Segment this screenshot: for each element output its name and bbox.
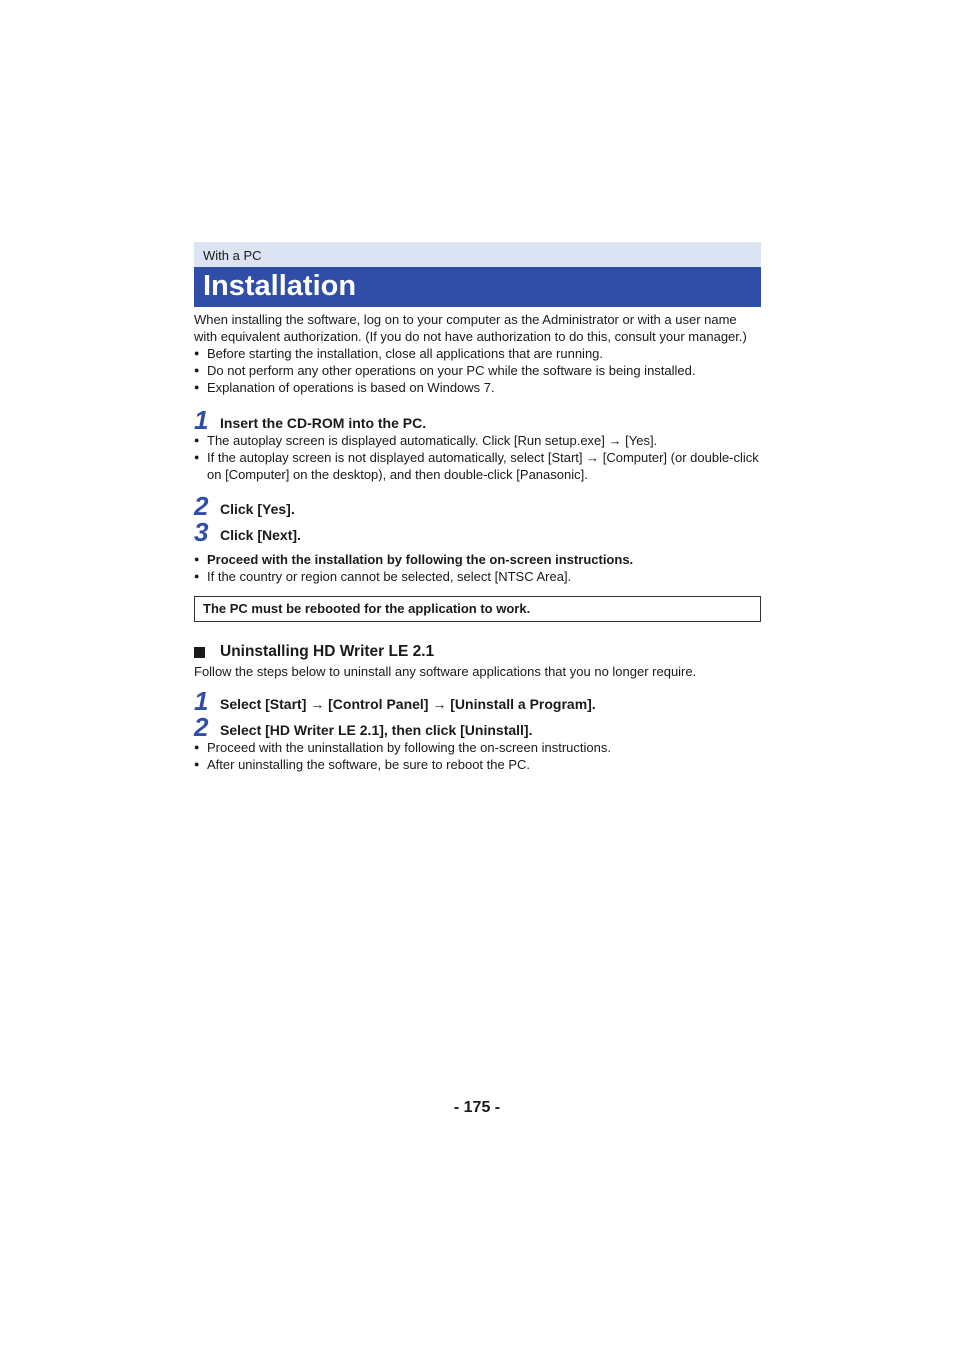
step-text: Select [Start] → [Control Panel] → [Uninstall a Program]. [220, 696, 596, 712]
step-number: 1 [194, 405, 209, 435]
list-item: ● After uninstalling the software, be sure to reboot the PC. [194, 756, 761, 773]
step-text: Select [HD Writer LE 2.1], then click [Uninstall]. [220, 722, 533, 738]
page-title: Installation [194, 267, 761, 307]
install-step-1-bullets [194, 432, 761, 483]
uninstall-heading [194, 642, 761, 662]
page-number: - 175 - [453, 1099, 501, 1116]
list-item: ● Before starting the installation, close all applications that are running. [194, 345, 761, 362]
uninstall-intro: Follow the steps below to uninstall any software applications that you no longer require. [194, 664, 697, 679]
uninstall-heading-text: Uninstalling HD Writer LE 2.1 [220, 643, 435, 660]
intro-paragraph: When installing the software, log on to your computer as the Administrator or with a user name with equivalent authorization. (If you do not have authorization to do this, consult your manager.) [194, 312, 747, 344]
reboot-note-box: The PC must be rebooted for the application to work. [194, 596, 761, 622]
step-number: 3 [194, 517, 209, 547]
page-content [194, 242, 761, 773]
step-number: 1 [194, 686, 209, 716]
list-item: ● If the country or region cannot be selected, select [NTSC Area]. [194, 568, 761, 585]
step-text: Click [Next]. [220, 527, 301, 543]
step-number: 2 [194, 712, 209, 742]
install-step-3 [194, 517, 761, 547]
step-text: Click [Yes]. [220, 501, 295, 517]
list-item: ● Proceed with the uninstallation by following the on-screen instructions. [194, 739, 761, 756]
list-item: ● Proceed with the installation by following the on-screen instructions. [194, 551, 761, 568]
list-item: ● Do not perform any other operations on your PC while the software is being installed. [194, 362, 761, 379]
uninstall-step-1 [194, 686, 761, 716]
list-item: ● If the autoplay screen is not displayed automatically, select [Start] → [Computer] (or double-click on [Computer] on the desktop), and then double-click [Panasonic]. [194, 449, 761, 483]
square-bullet-icon [194, 647, 205, 658]
uninstall-bullets [194, 739, 761, 773]
section-tag: With a PC [194, 242, 761, 267]
install-step-2 [194, 491, 761, 521]
list-item: ● The autoplay screen is displayed automatically. Click [Run setup.exe] → [Yes]. [194, 432, 761, 449]
install-notes [194, 551, 761, 585]
list-item: ● Explanation of operations is based on Windows 7. [194, 379, 761, 396]
step-number: 2 [194, 491, 209, 521]
step-text: Insert the CD-ROM into the PC. [220, 415, 427, 431]
intro-bullets [194, 345, 761, 396]
